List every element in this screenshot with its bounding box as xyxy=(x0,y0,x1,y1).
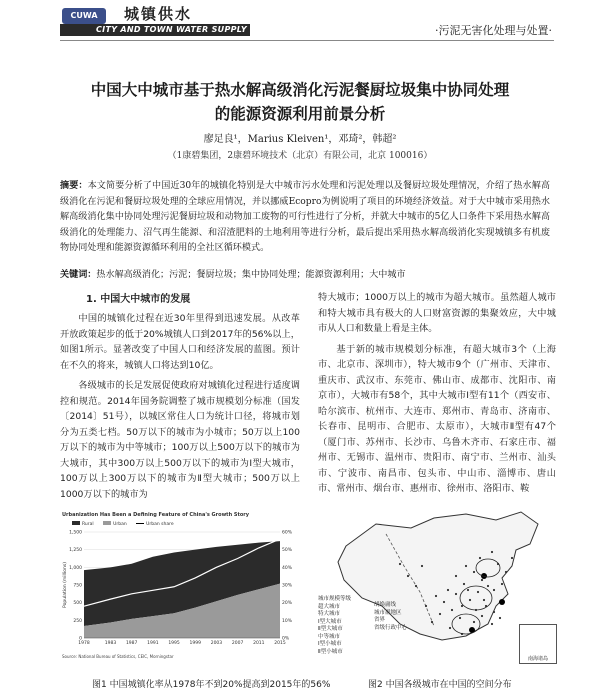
map-legend-item: 特大城市 xyxy=(318,611,341,617)
map-city-dot xyxy=(511,557,513,559)
legend-rural: Rural xyxy=(72,522,94,527)
map-legend-item: Ⅰ型大城市 xyxy=(318,618,342,625)
chart-y2-tick-label: 40% xyxy=(282,565,293,571)
map-city-dot xyxy=(473,621,475,623)
map-city-dot xyxy=(465,565,467,567)
article-title-line1: 中国大中城市基于热水解高级消化污泥餐厨垃圾集中协同处理 xyxy=(90,80,510,99)
map-legend-item: Ⅱ型大城市 xyxy=(318,626,343,632)
figure-city-map xyxy=(316,506,556,664)
map-legend-item: 中等城市 xyxy=(318,633,341,640)
article-authors: 廖足良¹，Marius Kleiven¹，邓琦²，韩超² xyxy=(203,134,397,145)
map-city-dot xyxy=(407,575,409,577)
map-city-dot xyxy=(431,621,433,623)
map-legend-item: 省级行政中心 xyxy=(374,624,408,631)
map-city-dot xyxy=(439,613,441,615)
chart-x-tick-label: 1978 xyxy=(78,641,90,646)
map-city-dot xyxy=(491,551,493,553)
chart-y2-tick-label: 50% xyxy=(282,548,293,554)
map-legend-item: Ⅱ型小城市 xyxy=(318,648,343,655)
map-city-dot xyxy=(477,591,479,593)
map-city-dot xyxy=(479,557,481,559)
chart-y2-tick-label: 20% xyxy=(282,601,293,607)
header-rule xyxy=(60,40,554,41)
map-city-dot xyxy=(415,585,417,587)
map-city-dot xyxy=(487,585,489,587)
map-city-dot xyxy=(491,623,493,625)
map-city-dot xyxy=(469,599,471,601)
map-city-dot xyxy=(451,609,453,611)
map-city-dot xyxy=(443,601,445,603)
chart-x-tick-label: 1991 xyxy=(147,641,159,646)
journal-masthead xyxy=(0,0,600,46)
section-heading: 1. 中国大中城市的发展 xyxy=(86,294,191,305)
paragraph: 各级城市的长足发展促使政府对城镇化过程进行适度调控和规范。2014年国务院调整了城市规模划分标准（国发〔2014〕51号），以城区常住人口为统计口径，将城市划分为五类七档。50万以下的城市为小城市；50万以上100万以下的城市为中等城市；100万以上500万以下的城市为大城市，其中300万以上500万以下的城市为Ⅰ型大城市，100万以上300万以下的城市为Ⅱ型大城市；500万以上1000万以下的城市为 xyxy=(60,380,300,500)
map-legend-item: 城市群地区 xyxy=(374,609,402,616)
paragraph: 基于新的城市规模划分标准，有超大城市3个（上海市、北京市、深圳市），特大城市9个（广州市、天津市、重庆市、武汉市、东莞市、佛山市、成都市、沈阳市、南京市），大城市有58个，其中大城市Ⅰ型有11个（西安市、哈尔滨市、杭州市、大连市、郑州市、青岛市、济南市、长春市、昆明市、合肥市、太原市），大城市Ⅱ型有47个（厦门市、苏州市、长沙市、乌鲁木齐市、石家庄市、福州市、无锡市、温州市、贵阳市、南宁市、兰州市、汕头市、宁波市、南昌市、包头市、中山市、淄博市、唐山市、常州市、烟台市、惠州市、徐州市、洛阳市、鞍 xyxy=(318,343,556,494)
chart-y-tick-label: 1,000 xyxy=(69,565,82,571)
abstract xyxy=(60,178,550,257)
map-city-dot xyxy=(421,565,423,567)
keywords xyxy=(60,267,550,280)
map-city-dot xyxy=(473,571,475,573)
keywords-text: 热水解高级消化；污泥；餐厨垃圾；集中协同处理；能源资源利用；大中城市 xyxy=(96,270,406,280)
map-city-dot xyxy=(493,589,495,591)
chart-x-tick-label: 1999 xyxy=(189,641,201,646)
chart-x-tick-label: 2011 xyxy=(253,641,265,646)
journal-logo-badge: CUWA xyxy=(62,8,106,24)
map-city-dot xyxy=(505,571,507,573)
map-city-dot xyxy=(425,605,427,607)
journal-logo-title: 城镇供水 xyxy=(124,5,193,23)
map-city-dot xyxy=(501,583,503,585)
paragraph: 中国的城镇化过程在近30年里得到迅速发展。从改革开放政策起步的低于20%城镇人口到2017年的56%以上，如图1所示。显著改变了中国人口和经济发展的蓝图。预计在不久的将来，城镇人口将达到10亿。 xyxy=(60,313,300,371)
chart-y-tick-label: 1,500 xyxy=(69,530,82,536)
section-label: ·污泥无害化处理与处置· xyxy=(435,24,552,37)
map-city-dot xyxy=(449,627,451,629)
abstract-text: 本文简要分析了中国近30年的城镇化特别是大中城市污水处理和污泥处理以及餐厨垃圾处理情况，介绍了热水解高级消化在污泥和餐厨垃圾处理的全球应用情况，并以挪威Ecopro为例说明了项目的环境经济效益。对于大中城市采用热水解高级消化集中协同处理污泥餐厨垃圾和动物加工废物的可行性进行了分析，并就大中城市的5亿人口条件下采用热水解高级消化的处理能力、沼气再生能源、和沼渣肥料的土地利用等进行分析，最后提出采用热水解高级消化实现城镇多有机废物协同处理和能源资源循环利用的全社区循环模式。 xyxy=(60,181,550,253)
chart-x-tick-label: 1987 xyxy=(125,641,138,646)
map-city-dot xyxy=(459,617,461,619)
map-nanhai-label: 南海诸岛 xyxy=(527,656,548,662)
map-city-dot xyxy=(463,583,465,585)
map-city-dot xyxy=(435,595,437,597)
chart-y2-tick-label: 30% xyxy=(282,583,293,589)
map-legend-lines xyxy=(374,602,407,632)
chart-y-tick-label: 750 xyxy=(73,583,82,589)
map-legend-title: 城市规模等级 xyxy=(318,596,352,602)
map-city-dot xyxy=(499,617,501,619)
map-legend-item: 省界 xyxy=(374,617,386,623)
journal-logo-english: CITY AND TOWN WATER SUPPLY xyxy=(60,24,250,36)
map-city-dot xyxy=(455,593,457,595)
map-nanhai-inset xyxy=(519,624,557,664)
chart-x-tick-label: 2003 xyxy=(210,641,223,646)
map-city-dot xyxy=(455,575,457,577)
chart-y-tick-label: 250 xyxy=(73,618,82,624)
chart-y2-tick-label: 0% xyxy=(282,636,290,642)
figure2-caption: 图2 中国各级城市在中国的空间分布 xyxy=(368,680,512,690)
chart-y-axis-label: Population (millions) xyxy=(63,562,68,608)
map-legend-item: 超大城市 xyxy=(318,603,341,610)
legend-urban-share: Urban share xyxy=(136,522,174,527)
chart-y-tick-label: 500 xyxy=(73,601,82,607)
chart-x-tick-label: 1995 xyxy=(168,641,180,646)
chart-plot xyxy=(62,526,302,654)
map-legend xyxy=(318,596,351,656)
article-title-line2: 的能源资源利用前景分析 xyxy=(214,104,386,123)
chart-y2-tick-label: 60% xyxy=(282,530,293,536)
abstract-label: 摘要： xyxy=(60,180,88,191)
chart-y2-tick-label: 10% xyxy=(282,618,293,624)
map-city-dot xyxy=(467,589,469,591)
chart-source: Source: National Bureau of Statistics, CEIC, Morningstar xyxy=(62,654,174,659)
map-city-dot xyxy=(493,611,495,613)
chart-x-tick-label: 2015 xyxy=(274,641,286,646)
chart-x-tick-label: 2007 xyxy=(231,641,244,646)
map-city-dot xyxy=(483,599,485,601)
keywords-label: 关键词： xyxy=(60,269,97,280)
map-city-dot xyxy=(447,589,449,591)
map-city-dot xyxy=(481,615,483,617)
body-column-right xyxy=(318,290,556,502)
article-affiliation: （1康碧集团，2康碧环境技术（北京）有限公司，北京 100016） xyxy=(167,151,433,161)
paragraph: 特大城市；1000万以上的城市为超大城市。虽然超人城市和特大城市具有极大的人口财富资源的集聚效应，大中城市从人口和数量上看是主体。 xyxy=(318,292,556,334)
figure-urbanization-chart xyxy=(62,512,302,660)
map-legend-item: Ⅰ型小城市 xyxy=(318,641,342,647)
chart-x-tick-label: 1983 xyxy=(104,641,117,646)
legend-urban: Urban xyxy=(103,522,127,527)
map-city-dot xyxy=(399,563,401,565)
chart-title: Urbanization Has Been a Defining Feature of China's Growth Story xyxy=(62,512,250,518)
article-title xyxy=(50,78,550,126)
map-city-dot xyxy=(481,579,483,581)
figure1-caption: 图1 中国城镇化率从1978年不到20%提高到2015年的56% xyxy=(92,680,331,690)
chart-y-tick-label: 0 xyxy=(79,636,82,642)
chart-y-tick-label: 1,250 xyxy=(69,548,82,554)
map-legend-item: 胡焕庸线 xyxy=(374,602,397,608)
body-column-left xyxy=(60,290,300,507)
